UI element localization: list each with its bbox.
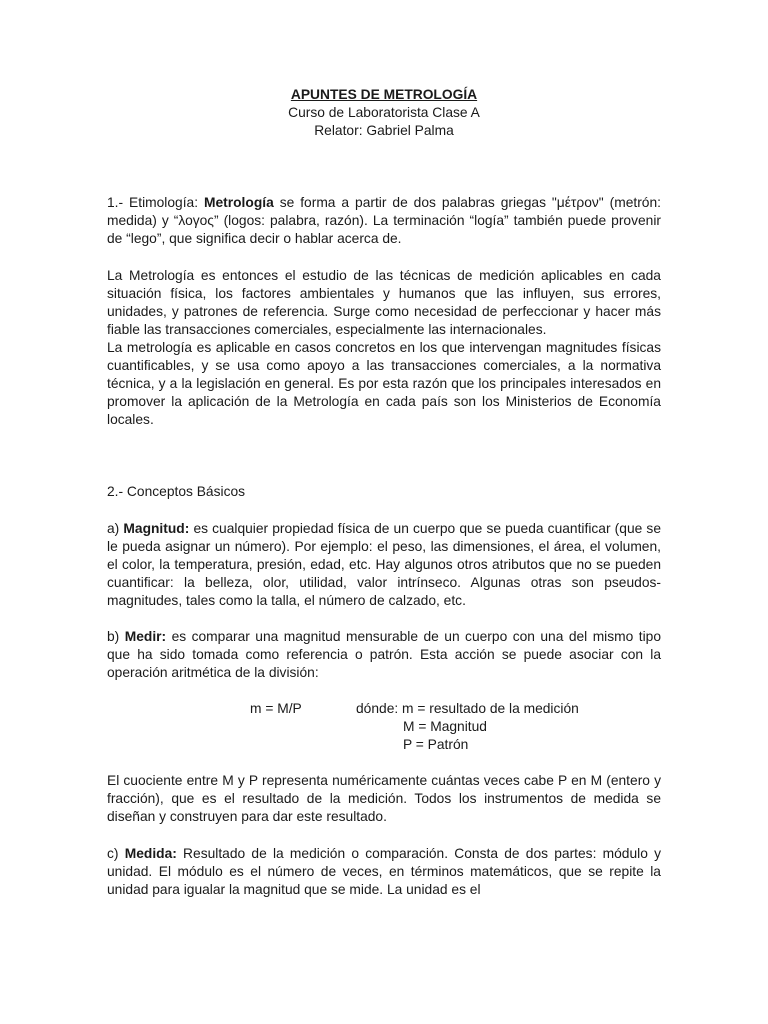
etymology-text: se forma a partir de dos palabras griegas "μέτρον" (metrón: medida) y “λογος” (logos: palabra, razón). La terminación “logía” también puede provenir de “lego”, que significa decir o hablar acerca de. — [107, 195, 661, 247]
magnitude-term: Magnitud: — [123, 520, 190, 536]
formula-magnitude: M = Magnitud — [403, 719, 487, 735]
etymology-paragraph — [107, 194, 661, 248]
measure-term: Medir: — [124, 628, 167, 644]
etymology-bold-term: Metrología — [204, 195, 274, 211]
magnitude-prefix: a) — [107, 520, 124, 536]
metrology-application-paragraph: La metrología es aplicable en casos concretos en los que intervengan magnitudes físicas cuantificables, y se usa como apoyo a las transacciones comerciales, a la normativa técnica, y a la legislación en general. Es por esta razón que los principales interesados en promover la aplicación de la Metrología en cada país son los Ministerios de Economía locales. — [107, 339, 661, 428]
measure-text: es comparar una magnitud mensurable de un cuerpo con una del mismo tipo que ha sido tomada como referencia o patrón. Esta acción se puede asociar con la operación aritmética de la división: — [107, 628, 661, 681]
speaker-line: Relator: Gabriel Palma — [314, 123, 454, 139]
formula-expression: m = M/P — [250, 701, 302, 717]
measure-paragraph — [107, 628, 661, 682]
quotient-paragraph: El cuociente entre M y P representa numéricamente cuántas veces cabe P en M (entero y fracción), que es el resultado de la medición. Todos los instrumentos de medida se diseñan y construyen para dar este resultado. — [107, 773, 661, 825]
document-title: APUNTES DE METROLOGÍA — [290, 87, 478, 102]
etymology-prefix: 1.- Etimología: — [107, 195, 204, 211]
magnitude-paragraph — [107, 520, 661, 610]
formula-pattern: P = Patrón — [403, 737, 469, 753]
document-page — [107, 86, 661, 899]
magnitude-text: es cualquier propiedad física de un cuerpo que se pueda cuantificar (que se le pueda asignar un número). Por ejemplo: el peso, las dimensiones, el área, el volumen, el color, la temperatura, presión, edad, etc. Hay algunos otros atributos que no se pueden cuantificar: la belleza, olor, utilidad, valor intrínseco. Algunas otras son pseudos-magnitudes, tales como la talla, el número de calzado, etc. — [107, 520, 661, 608]
result-paragraph — [107, 845, 661, 899]
formula-block — [107, 700, 661, 754]
formula-where: dónde: m = resultado de la medición — [356, 701, 579, 717]
result-term: Medida: — [124, 845, 177, 861]
measure-prefix: b) — [107, 628, 125, 644]
metrology-definition-paragraph: La Metrología es entonces el estudio de las técnicas de medición aplicables en cada situación física, los factores ambientales y humanos que las influyen, sus errores, unidades, y patrones de referencia. Surge como necesidad de perfeccionar y hacer más fiable las transacciones comerciales, especialmente las internacionales. — [107, 267, 661, 337]
section-heading-basic-concepts: 2.- Conceptos Básicos — [107, 484, 246, 500]
course-line: Curso de Laboratorista Clase A — [288, 105, 480, 121]
result-text: Resultado de la medición o comparación. Consta de dos partes: módulo y unidad. El módulo es el número de veces, en términos matemáticos, que se repite la unidad para igualar la magnitud que se mide. La unidad es el — [107, 845, 661, 897]
result-prefix: c) — [107, 845, 125, 861]
